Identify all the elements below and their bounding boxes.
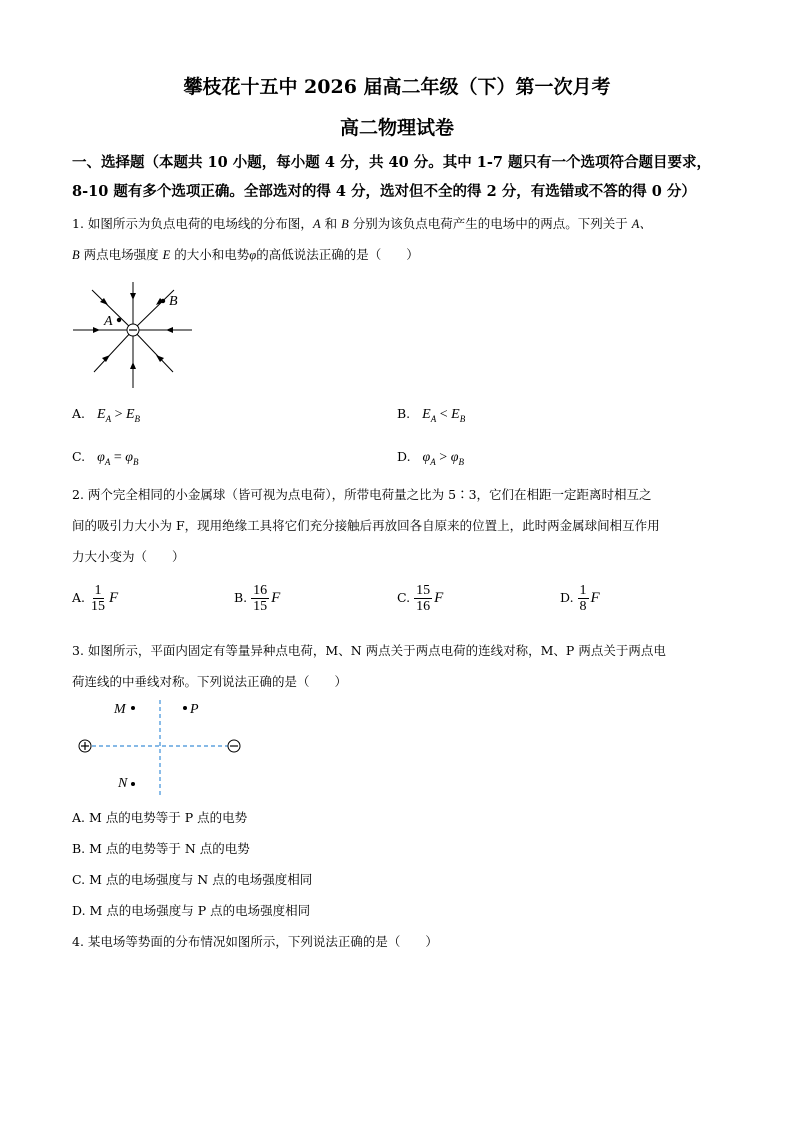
q1-c-ls: A	[104, 456, 111, 467]
q1-d-ls: A	[430, 456, 436, 467]
q3-option-d[interactable]: D. M 点的电场强度与 P 点的电场强度相同	[72, 903, 311, 918]
q2-option-b-label: B.	[234, 590, 248, 605]
q2-c-num: 15	[416, 583, 431, 598]
q1-a-ls: A	[105, 413, 112, 424]
section-header-line1: 一、选择题（本题共 10 小题，每小题 4 分，共 40 分。其中 1-7 题只有一个选项符合题目要求，	[72, 154, 712, 171]
q1-option-d[interactable]	[397, 449, 464, 467]
q3-option-a[interactable]: A. M 点的电势等于 P 点的电势	[72, 810, 248, 825]
q2-option-b[interactable]	[234, 583, 280, 614]
q1-d-rs: B	[458, 456, 464, 467]
q1-b-ls: A	[430, 413, 437, 424]
q1-c-rs: B	[132, 456, 139, 467]
q1-option-c-label: C.	[72, 449, 86, 464]
q1-text-a: 如图所示为负点电荷的电场线的分布图，	[87, 216, 313, 231]
q2-option-a[interactable]	[72, 583, 118, 614]
q2-c-den: 16	[416, 599, 431, 614]
q1-var-a: A	[312, 217, 321, 231]
q1-line2-b: B	[72, 248, 80, 262]
q2-text-line1: 两个完全相同的小金属球（皆可视为点电荷），所带电荷量之比为 5∶3，它们在相距一定距离时相互之	[87, 487, 652, 502]
q2-b-den: 15	[253, 599, 268, 614]
q4-number: 4.	[72, 934, 84, 949]
q1-var-b: B	[341, 217, 349, 231]
q1-c-rhs: φ	[125, 450, 133, 465]
q1-line2-text3: 的高低说法正确的是（ ）	[256, 247, 419, 262]
q1-b-lhs: E	[422, 407, 431, 422]
q1-line2-text1: 两点电场强度	[83, 247, 159, 262]
q1-text-b: 分别为该负点电荷产生的电场中的两点。下列关于	[352, 216, 628, 231]
q3-fig-label-m: M	[114, 702, 126, 717]
q4-line1	[72, 932, 438, 950]
q2-a-num: 1	[94, 583, 102, 598]
q2-line1	[72, 485, 652, 503]
q2-option-a-fraction	[89, 583, 107, 614]
q1-c-lhs: φ	[97, 450, 105, 465]
q1-a-rhs: E	[125, 407, 135, 422]
q2-a-var: F	[109, 590, 119, 606]
q2-option-d-label: D.	[560, 590, 574, 605]
q1-option-c[interactable]	[72, 449, 138, 467]
exam-title: 攀枝花十五中 2026 届高二年级（下）第一次月考	[183, 76, 611, 98]
q1-option-a-label: A.	[72, 406, 86, 421]
q3-point-m	[131, 706, 135, 710]
q1-line2-e: E	[162, 248, 171, 262]
q1-text-c: A、	[631, 217, 652, 231]
q1-b-op: <	[439, 407, 448, 422]
q2-number: 2.	[72, 487, 84, 502]
q1-a-lhs: E	[97, 407, 106, 422]
q3-point-n	[131, 782, 135, 786]
q1-option-b[interactable]	[397, 406, 465, 424]
q2-option-c[interactable]	[397, 583, 443, 614]
q2-option-c-fraction	[414, 583, 432, 614]
q2-b-var: F	[271, 590, 281, 606]
q1-c-op: =	[113, 450, 122, 465]
q1-option-d-label: D.	[397, 449, 411, 464]
q1-a-rs: B	[134, 413, 141, 424]
q2-d-num: 1	[579, 583, 587, 598]
q1-fig-label-b: B	[169, 294, 178, 309]
q1-a-op: >	[114, 407, 123, 422]
q2-a-den: 15	[91, 599, 105, 614]
q1-line1	[72, 214, 652, 232]
q2-option-d-fraction	[578, 583, 589, 614]
q3-text-line1: 如图所示，平面内固定有等量异种点电荷，M、N 两点关于两点电荷的连线对称，M、P 两点关于两点电	[87, 643, 666, 658]
q2-b-num: 16	[253, 583, 268, 598]
q2-option-b-fraction	[251, 583, 269, 614]
q3-line1	[72, 641, 666, 659]
q1-d-lhs: φ	[422, 450, 431, 465]
q2-d-var: F	[590, 590, 600, 606]
section-header-line2: 8-10 题有多个选项正确。全部选对的得 4 分，选对但不全的得 2 分，有选错或不答的得 0 分）	[72, 183, 696, 200]
q3-point-p	[183, 706, 187, 710]
q3-option-c[interactable]: C. M 点的电场强度与 N 点的电场强度相同	[72, 872, 313, 887]
q2-line3: 力大小变为（ ）	[72, 549, 185, 564]
q1-option-b-label: B.	[397, 406, 411, 421]
q1-and: 和	[324, 216, 338, 231]
q3-charges-diagram	[74, 698, 254, 798]
q1-d-op: >	[439, 450, 448, 465]
q1-b-rhs: E	[451, 407, 460, 422]
q2-d-den: 8	[579, 599, 587, 614]
q1-field-diagram	[70, 280, 195, 390]
q1-fig-label-a: A	[104, 314, 113, 329]
q1-line2-text2: 的大小和电势	[174, 247, 250, 262]
q3-fig-label-p: P	[190, 702, 199, 717]
q3-number: 3.	[72, 643, 84, 658]
q3-option-b[interactable]: B. M 点的电势等于 N 点的电势	[72, 841, 250, 856]
q2-option-a-label: A.	[72, 590, 86, 605]
q2-c-var: F	[434, 590, 444, 606]
q1-b-rs: B	[459, 413, 466, 424]
q1-d-rhs: φ	[450, 450, 459, 465]
q1-number: 1.	[72, 216, 84, 231]
q4-text-line1: 某电场等势面的分布情况如图所示，下列说法正确的是（ ）	[87, 934, 438, 949]
q2-option-d[interactable]	[560, 583, 600, 614]
q3-fig-label-n: N	[118, 776, 128, 791]
q1-line2-phi: φ	[249, 248, 257, 262]
q1-line2	[72, 245, 419, 263]
q2-line2: 间的吸引力大小为 F，现用绝缘工具将它们充分接触后再放回各自原来的位置上，此时两金属球间相互作用	[72, 518, 660, 533]
exam-subtitle: 高二物理试卷	[339, 117, 454, 139]
q3-line2: 荷连线的中垂线对称。下列说法正确的是（ ）	[72, 674, 348, 689]
q2-option-c-label: C.	[397, 590, 411, 605]
q1-option-a[interactable]	[72, 406, 140, 424]
